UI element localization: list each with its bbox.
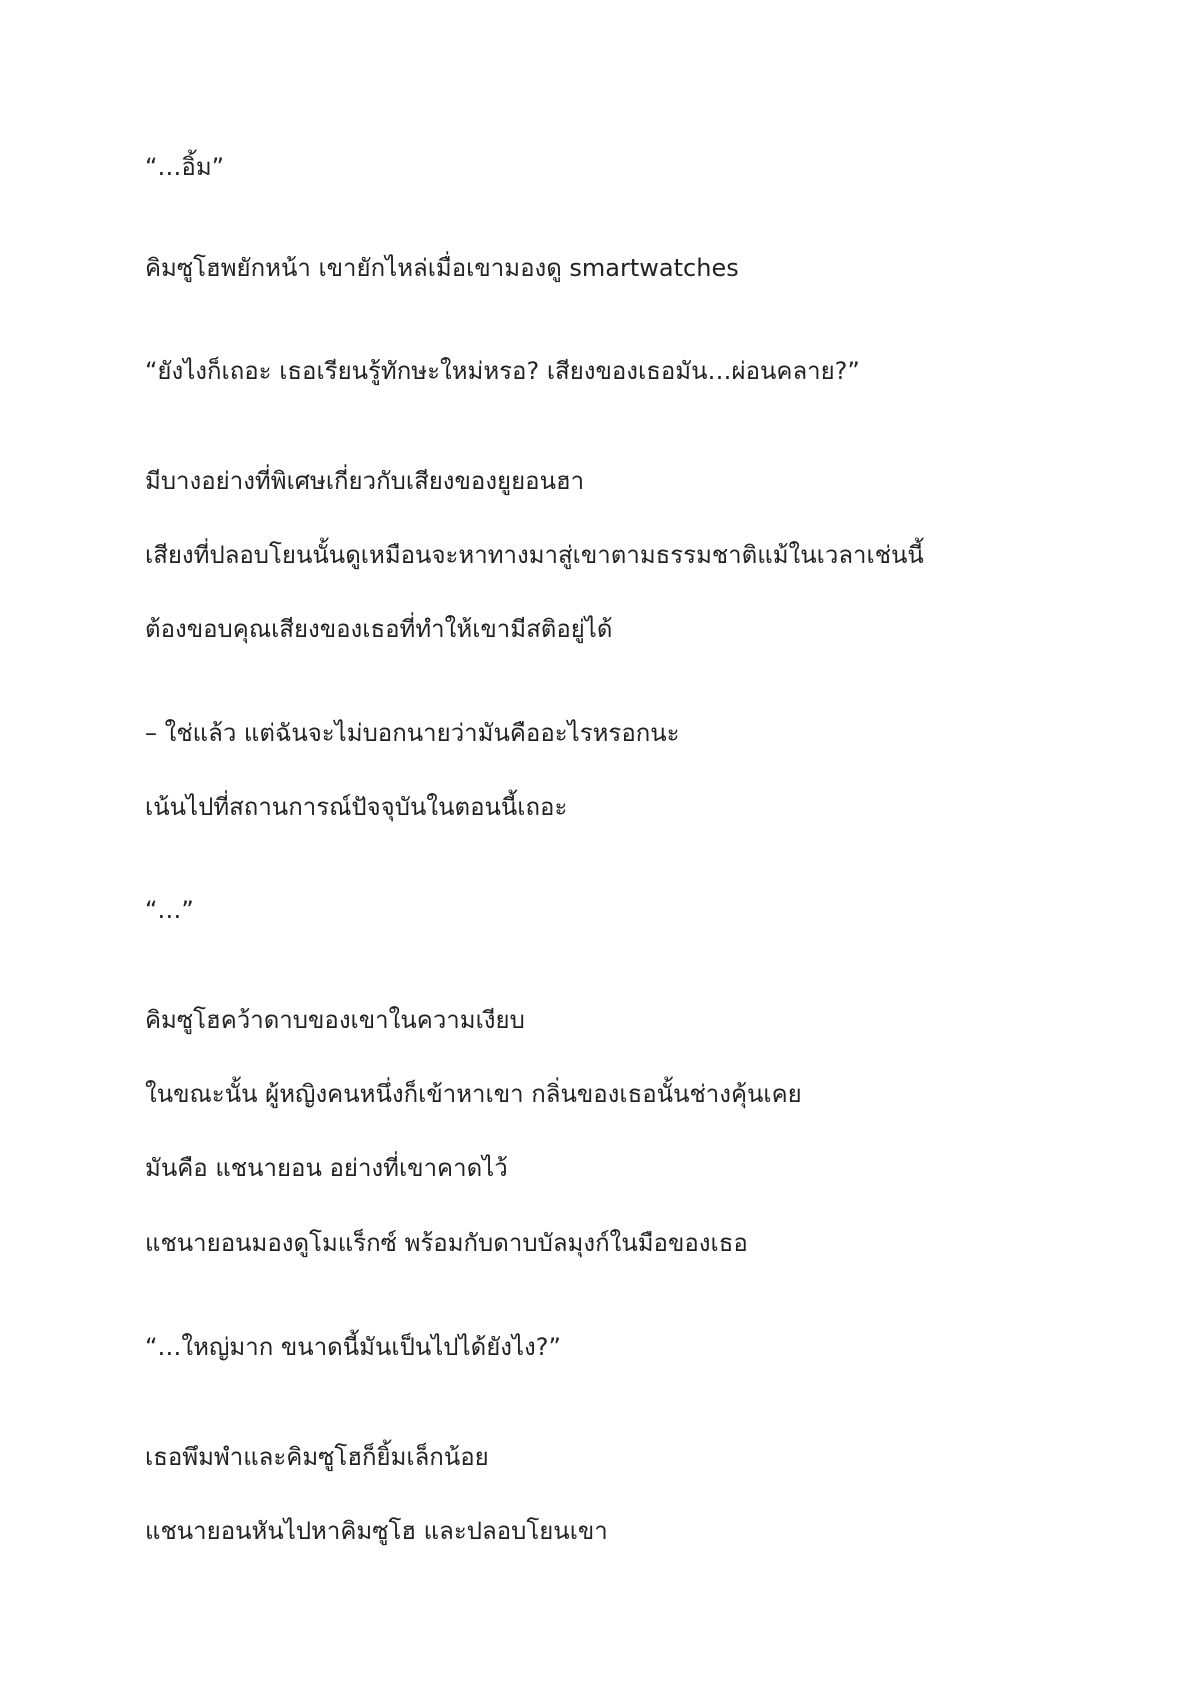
paragraph-line-11: ในขณะนั้น ผู้หญิงคนหนึ่งก็เข้าหาเขา กลิ่นของเธอนั้นช่างคุ้นเคย [145,1080,802,1108]
paragraph-line-12: มันคือ แชนายอน อย่างที่เขาคาดไว้ [145,1154,508,1182]
dialogue-line-14: “…ใหญ่มาก ขนาดนี้มันเป็นไปได้ยังไง?” [145,1333,561,1361]
paragraph-line-7: – ใช่แล้ว แต่ฉันจะไม่บอกนายว่ามันคืออะไรหรอกนะ [145,719,680,747]
paragraph-line-2: คิมซูโฮพยักหน้า เขายักไหล่เมื่อเขามองดู smartwatches [145,254,739,282]
paragraph-line-5: เสียงที่ปลอบโยนนั้นดูเหมือนจะหาทางมาสู่เขาตามธรรมชาติแม้ในเวลาเช่นนี้ [145,541,924,569]
dialogue-line-1: “…อิ้ม” [145,153,225,181]
dialogue-line-9: “…” [145,896,194,924]
paragraph-line-15: เธอพึมพำและคิมซูโฮก็ยิ้มเล็กน้อย [145,1443,489,1471]
paragraph-line-4: มีบางอย่างที่พิเศษเกี่ยวกับเสียงของยูยอนฮา [145,467,585,495]
paragraph-line-10: คิมซูโฮคว้าดาบของเขาในความเงียบ [145,1006,525,1034]
paragraph-line-16: แชนายอนหันไปหาคิมซูโฮ และปลอบโยนเขา [145,1517,608,1545]
paragraph-line-6: ต้องขอบคุณเสียงของเธอที่ทำให้เขามีสติอยู่ได้ [145,615,613,643]
paragraph-line-8: เน้นไปที่สถานการณ์ปัจจุบันในตอนนี้เถอะ [145,793,568,821]
dialogue-line-3: “ยังไงก็เถอะ เธอเรียนรู้ทักษะใหม่หรอ? เสียงของเธอมัน…ผ่อนคลาย?” [145,357,860,385]
paragraph-line-13: แชนายอนมองดูโมแร็กซ์ พร้อมกับดาบบัลมุงก์ในมือของเธอ [145,1229,748,1257]
